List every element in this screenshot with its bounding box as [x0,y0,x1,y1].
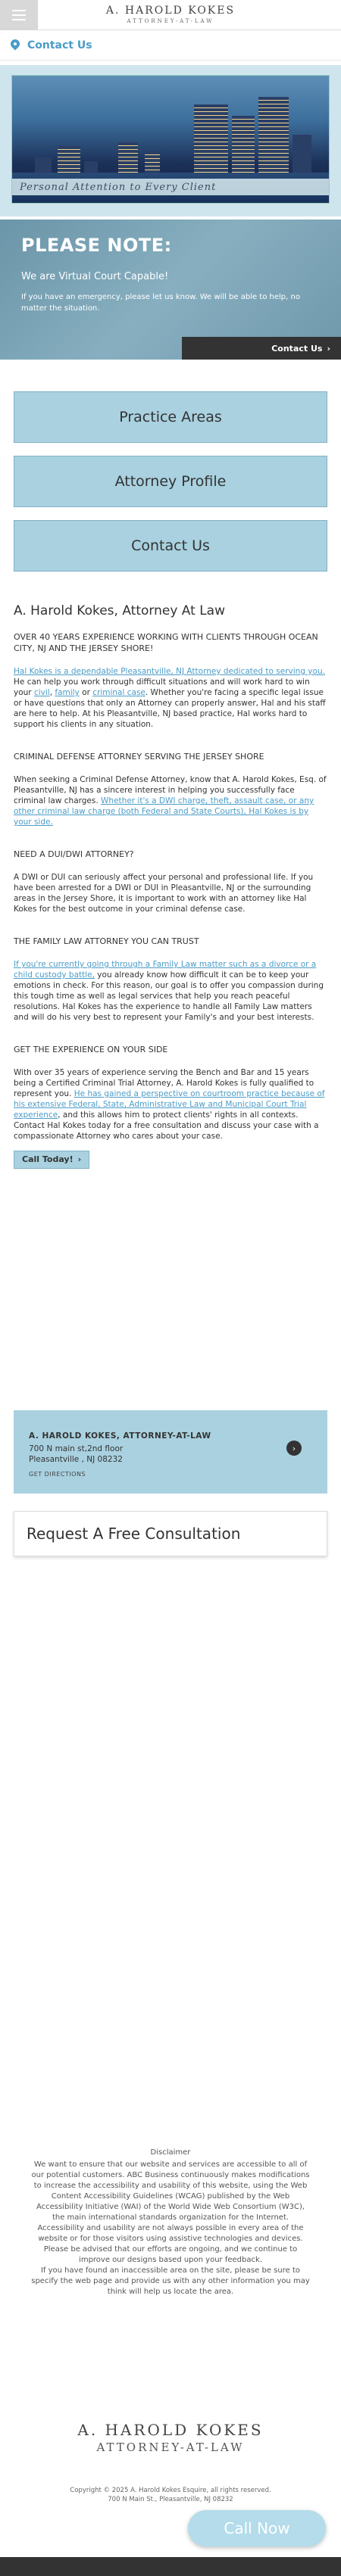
address-title: A. HAROLD KOKES, ATTORNEY-AT-LAW [29,1431,211,1441]
courtroom-practice-link[interactable]: He has gained a perspective on courtroom practice because of his extensive Federal, State, Administrative Law and Municipal Court Trial experience [14,1089,325,1120]
contact-us-button[interactable]: Contact Us [14,520,327,572]
civil-link[interactable]: civil [33,688,50,697]
footer-address: 700 N Main St., Pleasantville, NJ 08232 [108,2496,233,2503]
dui-paragraph: A DWI or DUI can seriously affect your personal and professional life. If you have been arrested for a DWI or DUI in Pleasantville, NJ or the surrounding areas in the Jersey Shore, it is important to work with an attorney like Hal Kokes for the best outcome in your criminal defense case. [14,873,314,914]
main-content [14,603,327,1169]
copyright-text: Copyright © 2025 A. Harold Kokes Esquire, all rights reserved. [70,2487,271,2494]
attorney-profile-button[interactable]: Attorney Profile [14,456,327,507]
dependable-attorney-link[interactable]: Hal Kokes is a dependable Pleasantville, NJ Attorney dedicated to serving you. [14,667,325,676]
disclaimer-body: We want to ensure that our website and services are accessible to all of our potential customers. ABC Business continuously makes modifications to increase the accessibility and usability of this website, using the Web Content Accessibility Guidelines (WCAG) published by the Web Accessibility Initiative (WAI) of the World Wide Web Consortium (W3C), the main international standards organization for the Internet. [31,2160,310,2222]
criminal-charges-link[interactable]: Whether it's a DWI charge, theft, assault case, or any other criminal law charge (both Federal and State Courts), Hal Kokes is by your side. [14,796,314,827]
footer-logo[interactable] [0,2421,341,2454]
notice-virtual-court: We are Virtual Court Capable! [21,271,169,282]
experience-heading: GET THE EXPERIENCE ON YOUR SIDE [14,1045,168,1054]
top-header [0,0,341,30]
logo-name: A. HAROLD KOKES [105,5,236,17]
family-link[interactable]: family [55,688,80,697]
practice-areas-button[interactable]: Practice Areas [14,391,327,443]
notice-banner [0,220,341,360]
notice-contact-button[interactable] [182,337,341,360]
page-title: A. Harold Kokes, Attorney At Law [14,603,225,618]
criminal-paragraph: When seeking a Criminal Defense Attorney, know that A. Harold Kokes, Esq. of Pleasantville, NJ has a sincere interest in helping you successfully face criminal law charges. Whether it's a DWI charge, theft, assault case, or any other criminal law charge (both Federal and State Courts), Hal Kokes is by your side. [14,775,327,827]
chevron-right-icon: › [327,343,330,354]
contact-us-label: Contact Us [27,39,92,51]
disclaimer [30,2148,311,2297]
criminal-heading: CRIMINAL DEFENSE ATTORNEY SERVING THE JERSEY SHORE [14,752,264,762]
contact-us-link[interactable] [0,30,341,61]
hero-tagline: Personal Attention to Every Client [12,179,329,195]
hero-section [0,65,341,216]
arrow-right-icon[interactable]: › [286,1441,302,1456]
address-card [14,1410,327,1494]
hero-image [11,75,330,204]
footer-bar [0,2557,341,2576]
disclaimer-heading: Disclaimer [150,2148,191,2157]
call-today-button[interactable]: Call Today! › [14,1151,89,1169]
intro-heading: OVER 40 YEARS EXPERIENCE WORKING WITH CLIENTS THROUGH OCEAN CITY, NJ AND THE JERSEY SHORE! [14,632,318,653]
get-directions-link[interactable]: GET DIRECTIONS [29,1471,86,1478]
logo-subtitle: ATTORNEY-AT-LAW [127,18,214,24]
notice-title: PLEASE NOTE: [21,235,172,256]
footer-logo-name: A. HAROLD KOKES [77,2421,264,2439]
intro-paragraph: Hal Kokes is a dependable Pleasantville, NJ Attorney dedicated to serving you. He can help you work through difficult situations and will work hard to win your civil, family or criminal case. Whether you're facing a specific legal issue or have questions that only an Attorney can properly answer, Hal and his staff are here to help. At his Pleasantville, NJ based practice, Hal works hard to support his clients in any situation. [14,667,326,729]
call-now-button[interactable]: Call Now [188,2510,326,2546]
experience-paragraph: With over 35 years of experience serving the Bench and Bar and 15 years being a Certified Criminal Trial Attorney, A. Harold Kokes is fully qualified to represent you. He has gained a perspective on courtroom practice because of his extensive Federal, State, Administrative Law and Municipal Court Trial experience, and this allows him to protect clients' rights in all contexts. Contact Hal Kokes today for a free consultation and discuss your case with a compassionate Attorney who cares about your case. [14,1068,325,1141]
family-law-link[interactable]: If you're currently going through a Family Law matter such as a divorce or a child custody battle, [14,960,317,980]
family-heading: THE FAMILY LAW ATTORNEY YOU CAN TRUST [14,936,199,946]
disclaimer-body-2: Accessibility and usability are not always possible in every area of the website or for those visitors using assistive technologies and devices. Please be advised that our efforts are ongoing, and we continue to improve our designs based upon your feedback. [37,2224,304,2264]
address-line-1: 700 N main st,2nd floor [29,1444,124,1453]
notice-contact-label: Contact Us [271,343,323,354]
footer-logo-subtitle: ATTORNEY-AT-LAW [96,2441,245,2454]
header-logo[interactable] [0,5,341,24]
notice-emergency: If you have an emergency, please let us know. We will be able to help, no matter the situation. [21,293,300,313]
request-consultation-button[interactable]: Request A Free Consultation [14,1511,327,1556]
dui-heading: NEED A DUI/DWI ATTORNEY? [14,849,134,859]
criminal-case-link[interactable]: criminal case [92,688,145,697]
disclaimer-body-3: If you have found an inaccessible area on the site, please be sure to specify the web page and provide us with any other information you may think will help us locate the area. [31,2266,310,2296]
address-line-2: Pleasantville , NJ 08232 [29,1455,123,1464]
copyright [0,2486,341,2504]
chevron-right-icon: › [77,1154,82,1164]
family-paragraph: If you're currently going through a Family Law matter such as a divorce or a child custody battle, you already know how difficult it can be to keep your emotions in check. For this reason, our goal is to offer you compassion during this tough time as well as legal services that help you reach peaceful resolutions. Hal Kokes has the experience to handle all Family Law matters and will do his very best to represent your Family's and your best interests. [14,960,324,1022]
map-pin-icon [11,39,20,51]
